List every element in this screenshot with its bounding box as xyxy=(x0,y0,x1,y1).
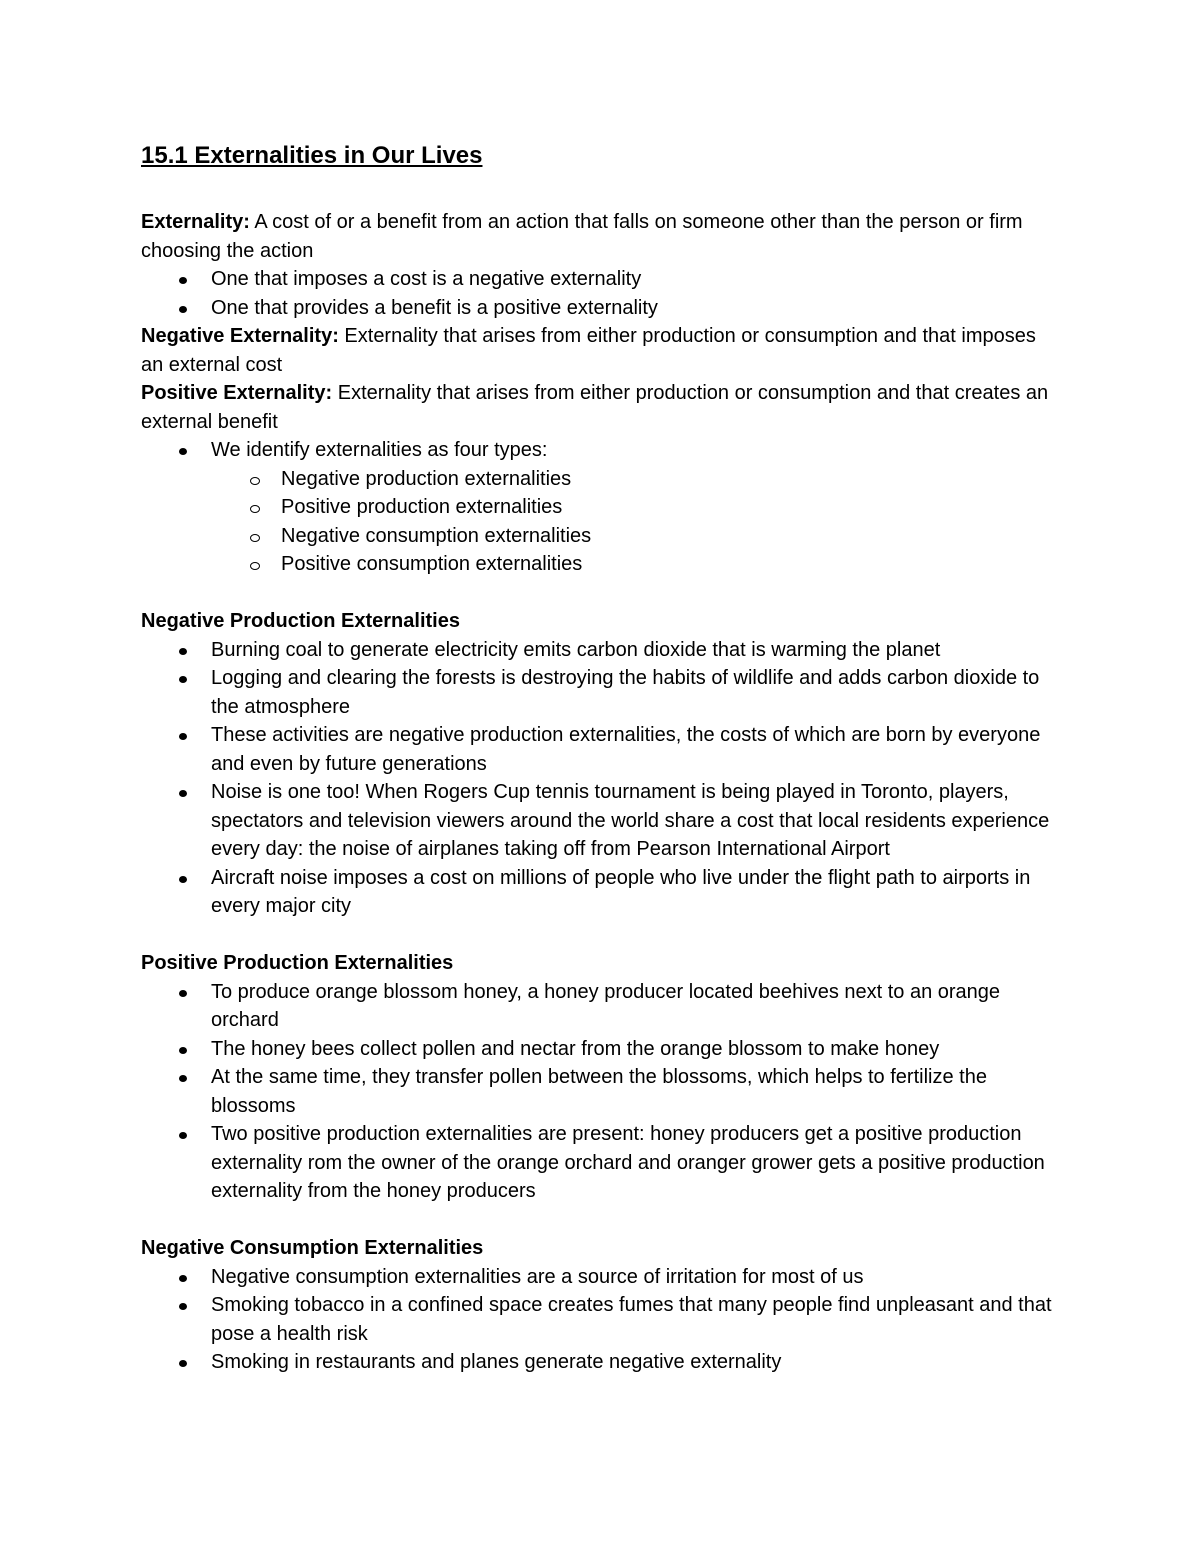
definition-term: Negative Externality: xyxy=(141,325,339,347)
section-heading-negative-production: Negative Production Externalities xyxy=(141,610,460,632)
document-content xyxy=(141,140,1061,1377)
list-item: One that imposes a cost is a negative externality xyxy=(141,265,1061,294)
list-item: One that provides a benefit is a positive externality xyxy=(141,294,1061,323)
definition-text: Externality that arises from either production or consumption and that imposes an external cost xyxy=(141,325,1036,376)
sublist-item: Negative consumption externalities xyxy=(211,522,1061,551)
page-title: 15.1 Externalities in Our Lives xyxy=(141,142,483,169)
section-heading-positive-production: Positive Production Externalities xyxy=(141,952,454,974)
list-item: Smoking tobacco in a confined space creates fumes that many people find unpleasant and that pose a health risk xyxy=(141,1291,1061,1348)
sublist-item: Positive consumption externalities xyxy=(211,550,1061,579)
section-heading-negative-consumption: Negative Consumption Externalities xyxy=(141,1237,484,1259)
list-item: Noise is one too! When Rogers Cup tennis tournament is being played in Toronto, players, spectators and television viewers around the world share a cost that local residents experience every day: the noise of airplanes taking off from Pearson International Airport xyxy=(141,778,1061,864)
list-item: Two positive production externalities are present: honey producers get a positive production externality rom the owner of the orange orchard and oranger grower gets a positive production externality from the honey producers xyxy=(141,1120,1061,1206)
list-item: These activities are negative production externalities, the costs of which are born by everyone and even by future generations xyxy=(141,721,1061,778)
types-bullets xyxy=(141,436,1061,579)
sublist-item: Negative production externalities xyxy=(211,465,1061,494)
list-item: Negative consumption externalities are a source of irritation for most of us xyxy=(141,1263,1061,1292)
definition-positive-externality xyxy=(141,379,1061,436)
types-sublist xyxy=(211,465,1061,579)
externality-bullets xyxy=(141,265,1061,322)
list-item xyxy=(141,436,1061,579)
list-item: The honey bees collect pollen and nectar from the orange blossom to make honey xyxy=(141,1035,1061,1064)
definition-term: Externality: xyxy=(141,211,250,233)
list-item: Smoking in restaurants and planes generate negative externality xyxy=(141,1348,1061,1377)
list-item: Logging and clearing the forests is destroying the habits of wildlife and adds carbon dioxide to the atmosphere xyxy=(141,664,1061,721)
definition-externality xyxy=(141,208,1061,265)
definition-negative-externality xyxy=(141,322,1061,379)
list-item-text: We identify externalities as four types: xyxy=(211,439,548,461)
list-item: Aircraft noise imposes a cost on millions of people who live under the flight path to airports in every major city xyxy=(141,864,1061,921)
definition-text: Externality that arises from either production or consumption and that creates an external benefit xyxy=(141,382,1049,433)
negative-consumption-bullets xyxy=(141,1263,1061,1377)
sublist-item: Positive production externalities xyxy=(211,493,1061,522)
definition-text: A cost of or a benefit from an action that falls on someone other than the person or firm choosing the action xyxy=(141,211,1023,262)
definition-term: Positive Externality: xyxy=(141,382,333,404)
positive-production-bullets xyxy=(141,978,1061,1206)
list-item: To produce orange blossom honey, a honey producer located beehives next to an orange orchard xyxy=(141,978,1061,1035)
negative-production-bullets xyxy=(141,636,1061,921)
list-item: Burning coal to generate electricity emits carbon dioxide that is warming the planet xyxy=(141,636,1061,665)
list-item: At the same time, they transfer pollen between the blossoms, which helps to fertilize the blossoms xyxy=(141,1063,1061,1120)
